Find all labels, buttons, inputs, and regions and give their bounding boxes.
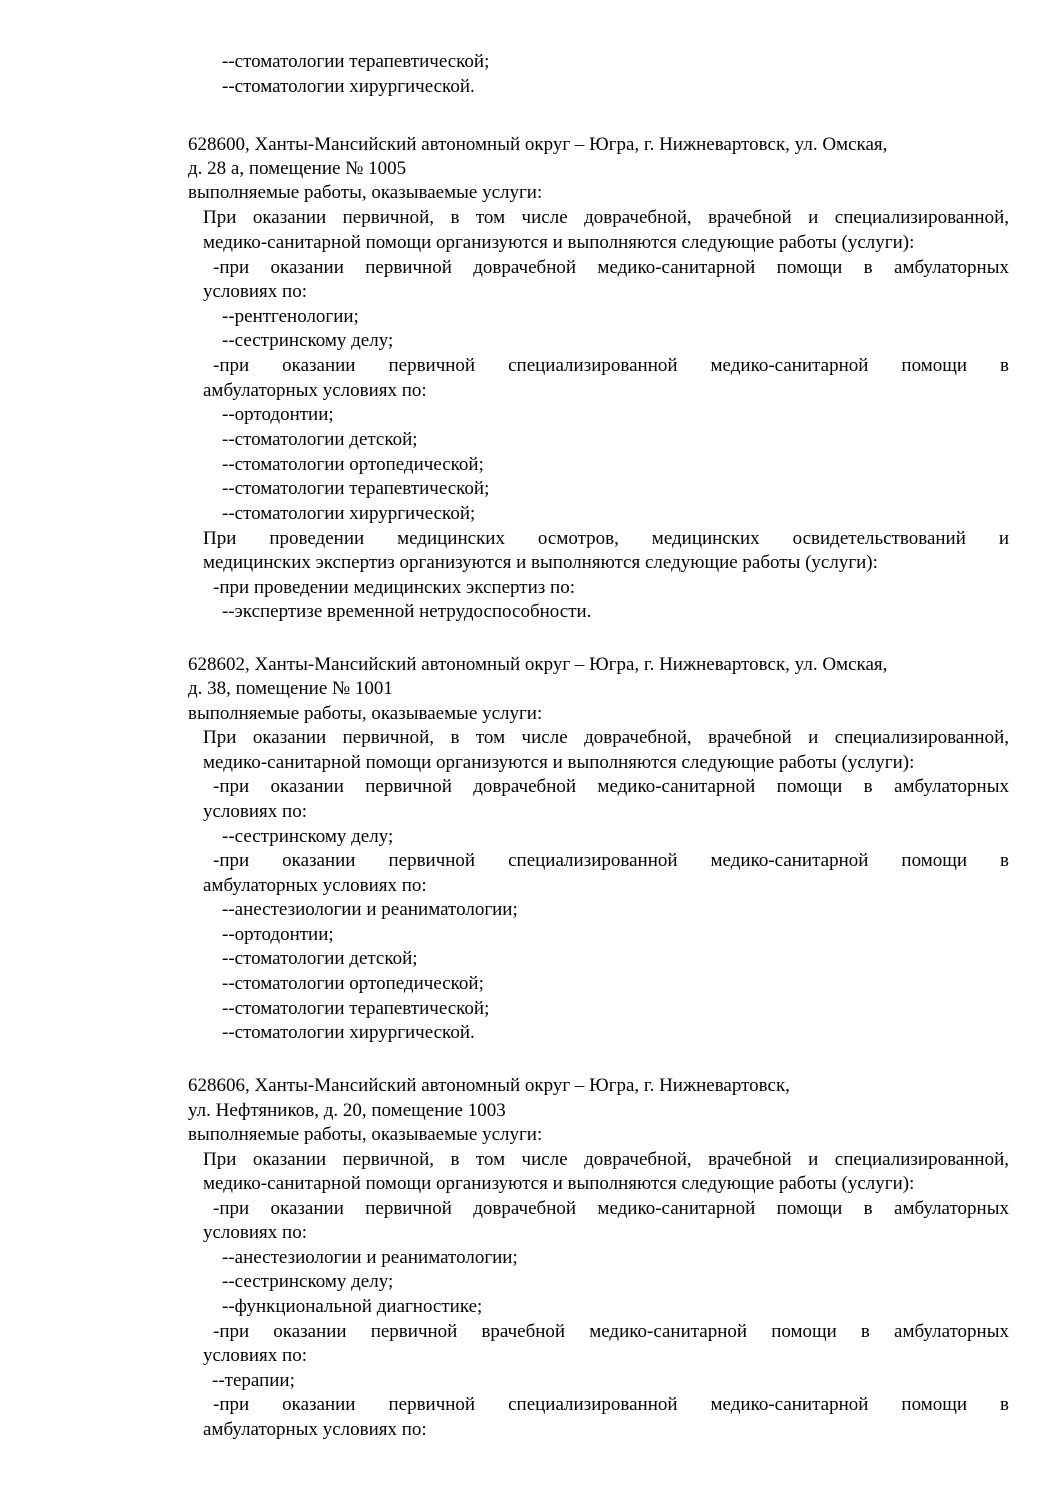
address-line: д. 28 а, помещение № 1005 <box>188 158 407 179</box>
subgroup-heading: -при оказании первичной доврачебной медико-санитарной помощи в амбулаторных <box>213 257 1009 278</box>
intro-line: медико-санитарной помощи организуются и выполняются следующие работы (услуги): <box>203 1173 915 1194</box>
list-item: --стоматологии ортопедической; <box>222 973 484 994</box>
list-item: --экспертизе временной нетрудоспособности. <box>222 601 592 622</box>
subgroup-heading: -при оказании первичной доврачебной медико-санитарной помощи в амбулаторных <box>213 1198 1009 1219</box>
list-item: --стоматологии терапевтической; <box>222 51 490 72</box>
subgroup-heading: -при оказании первичной врачебной медико-санитарной помощи в амбулаторных <box>213 1321 1009 1342</box>
subgroup-heading: -при оказании первичной специализированной медико-санитарной помощи в <box>213 1394 1009 1415</box>
intro-line: медицинских экспертиз организуются и выполняются следующие работы (услуги): <box>203 552 878 573</box>
address-line: д. 38, помещение № 1001 <box>188 678 393 699</box>
services-heading: выполняемые работы, оказываемые услуги: <box>188 1124 543 1145</box>
subgroup-heading-cont: условиях по: <box>203 1345 307 1366</box>
services-heading: выполняемые работы, оказываемые услуги: <box>188 703 543 724</box>
list-item: --ортодонтии; <box>222 924 334 945</box>
address-line: 628602, Ханты-Мансийский автономный округ – Югра, г. Нижневартовск, ул. Омская, <box>188 654 888 675</box>
list-item: --стоматологии детской; <box>222 948 418 969</box>
list-item: --сестринскому делу; <box>222 330 394 351</box>
list-item: --ортодонтии; <box>222 404 334 425</box>
services-heading: выполняемые работы, оказываемые услуги: <box>188 182 543 203</box>
list-item: --анестезиологии и реаниматологии; <box>222 899 518 920</box>
list-item: --функциональной диагностике; <box>222 1296 483 1317</box>
list-item: --рентгенологии; <box>222 306 359 327</box>
address-line: 628600, Ханты-Мансийский автономный округ – Югра, г. Нижневартовск, ул. Омская, <box>188 134 888 155</box>
intro-line: При оказании первичной, в том числе доврачебной, врачебной и специализированной, <box>203 1149 1009 1170</box>
intro-line: медико-санитарной помощи организуются и выполняются следующие работы (услуги): <box>203 752 915 773</box>
list-item: --анестезиологии и реаниматологии; <box>222 1247 518 1268</box>
subgroup-heading-cont: амбулаторных условиях по: <box>203 875 427 896</box>
list-item: --сестринскому делу; <box>222 1271 394 1292</box>
list-item: --стоматологии терапевтической; <box>222 478 490 499</box>
subgroup-heading: -при оказании первичной специализированной медико-санитарной помощи в <box>213 355 1009 376</box>
subgroup-heading: -при проведении медицинских экспертиз по: <box>213 577 575 598</box>
intro-line: медико-санитарной помощи организуются и выполняются следующие работы (услуги): <box>203 232 915 253</box>
subgroup-heading-cont: амбулаторных условиях по: <box>203 380 427 401</box>
list-item: --терапии; <box>212 1370 295 1391</box>
list-item: --стоматологии детской; <box>222 429 418 450</box>
address-line: ул. Нефтяников, д. 20, помещение 1003 <box>188 1100 506 1121</box>
subgroup-heading: -при оказании первичной доврачебной медико-санитарной помощи в амбулаторных <box>213 776 1009 797</box>
list-item: --сестринскому делу; <box>222 826 394 847</box>
list-item: --стоматологии хирургической; <box>222 503 476 524</box>
intro-line: При оказании первичной, в том числе доврачебной, врачебной и специализированной, <box>203 207 1009 228</box>
subgroup-heading-cont: условиях по: <box>203 801 307 822</box>
list-item: --стоматологии хирургической. <box>222 1022 475 1043</box>
list-item: --стоматологии терапевтической; <box>222 998 490 1019</box>
intro-line: При проведении медицинских осмотров, медицинских освидетельствований и <box>203 528 1009 549</box>
address-line: 628606, Ханты-Мансийский автономный округ – Югра, г. Нижневартовск, <box>188 1075 790 1096</box>
list-item: --стоматологии хирургической. <box>222 76 475 97</box>
intro-line: При оказании первичной, в том числе доврачебной, врачебной и специализированной, <box>203 727 1009 748</box>
list-item: --стоматологии ортопедической; <box>222 454 484 475</box>
subgroup-heading-cont: условиях по: <box>203 281 307 302</box>
subgroup-heading-cont: амбулаторных условиях по: <box>203 1419 427 1440</box>
subgroup-heading: -при оказании первичной специализированной медико-санитарной помощи в <box>213 850 1009 871</box>
subgroup-heading-cont: условиях по: <box>203 1222 307 1243</box>
